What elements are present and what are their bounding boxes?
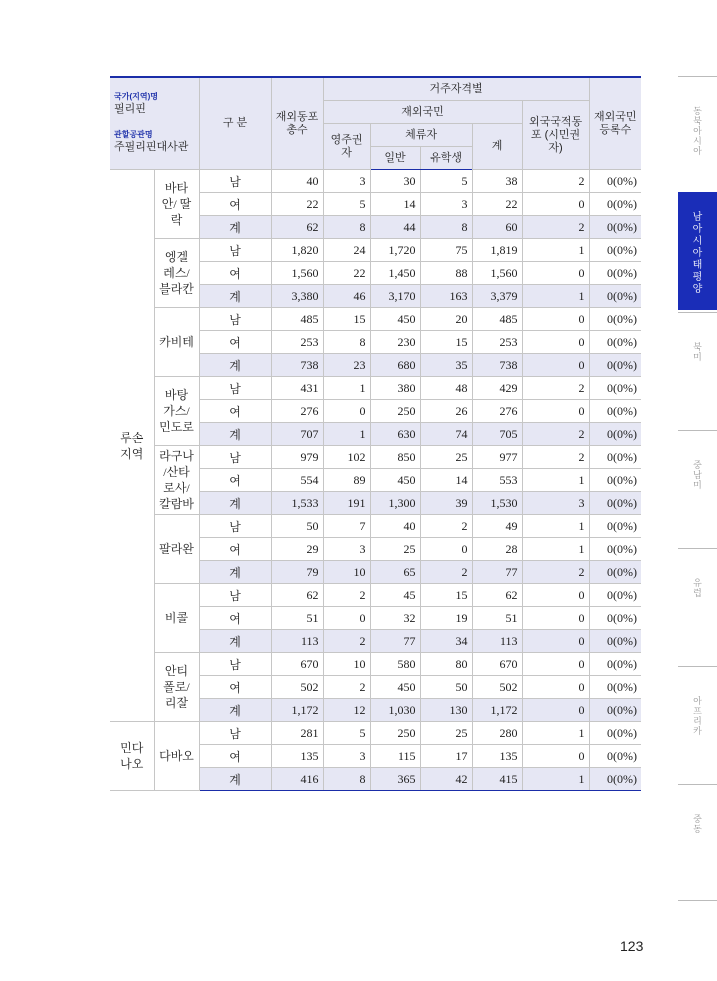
registered-value: 0(0%)	[589, 285, 641, 308]
registered-value: 0(0%)	[589, 400, 641, 423]
nav-item[interactable]	[678, 814, 717, 834]
permanent-value: 3	[323, 170, 370, 193]
city-cell: 카비테	[154, 308, 199, 377]
general-value: 77	[370, 630, 420, 653]
permanent-value: 15	[323, 308, 370, 331]
foreign-value: 2	[522, 170, 589, 193]
foreign-value: 0	[522, 331, 589, 354]
permanent-value: 2	[323, 630, 370, 653]
total-value: 485	[271, 308, 323, 331]
nav-divider	[678, 430, 717, 431]
total-value: 670	[271, 653, 323, 676]
gender-cell: 남	[199, 653, 271, 676]
student-value: 163	[420, 285, 472, 308]
registered-value: 0(0%)	[589, 216, 641, 239]
total-value: 276	[271, 400, 323, 423]
total-value: 40	[271, 170, 323, 193]
table-row	[110, 308, 641, 331]
student-value: 5	[420, 170, 472, 193]
subtotal-value: 1,172	[472, 699, 522, 722]
total-value: 22	[271, 193, 323, 216]
total-value: 707	[271, 423, 323, 446]
general-value: 44	[370, 216, 420, 239]
subtotal-value: 670	[472, 653, 522, 676]
foreign-value: 0	[522, 745, 589, 768]
permanent-value: 5	[323, 193, 370, 216]
total-value: 502	[271, 676, 323, 699]
table-row	[110, 584, 641, 607]
registered-value: 0(0%)	[589, 607, 641, 630]
permanent-value: 0	[323, 607, 370, 630]
nav-item-label: 유럽	[693, 578, 702, 598]
permanent-value: 1	[323, 423, 370, 446]
header-foreign-nationals: 외국국적동포 (시민권자)	[522, 101, 589, 170]
general-value: 14	[370, 193, 420, 216]
nav-item-label: 아프리카	[693, 696, 702, 736]
foreign-value: 0	[522, 584, 589, 607]
foreign-value: 0	[522, 354, 589, 377]
foreign-value: 1	[522, 239, 589, 262]
general-value: 30	[370, 170, 420, 193]
permanent-value: 8	[323, 768, 370, 791]
mission-label: 관할공관명	[114, 130, 153, 139]
total-value: 62	[271, 216, 323, 239]
general-value: 450	[370, 308, 420, 331]
foreign-value: 1	[522, 722, 589, 745]
foreign-value: 2	[522, 377, 589, 400]
subtotal-value: 1,560	[472, 262, 522, 285]
gender-cell: 여	[199, 400, 271, 423]
foreign-value: 2	[522, 423, 589, 446]
registered-value: 0(0%)	[589, 423, 641, 446]
country-name: 필리핀	[114, 103, 146, 115]
student-value: 14	[420, 469, 472, 492]
subtotal-value: 415	[472, 768, 522, 791]
general-value: 65	[370, 561, 420, 584]
table-row	[110, 239, 641, 262]
student-value: 19	[420, 607, 472, 630]
table-row	[110, 446, 641, 469]
registered-value: 0(0%)	[589, 331, 641, 354]
general-value: 40	[370, 515, 420, 538]
student-value: 42	[420, 768, 472, 791]
nav-item-label: 동북아시아	[693, 106, 702, 156]
subtotal-value: 22	[472, 193, 522, 216]
subtotal-value: 253	[472, 331, 522, 354]
total-value: 135	[271, 745, 323, 768]
general-value: 1,030	[370, 699, 420, 722]
gender-cell: 계	[199, 561, 271, 584]
general-value: 365	[370, 768, 420, 791]
foreign-value: 1	[522, 515, 589, 538]
foreign-value: 1	[522, 285, 589, 308]
header-sojourner: 체류자	[370, 124, 472, 147]
permanent-value: 2	[323, 584, 370, 607]
city-cell: 라구나 /산타 로사/ 칼람바	[154, 446, 199, 515]
gender-cell: 여	[199, 193, 271, 216]
registered-value: 0(0%)	[589, 377, 641, 400]
gender-cell: 계	[199, 216, 271, 239]
gender-cell: 계	[199, 699, 271, 722]
general-value: 3,170	[370, 285, 420, 308]
student-value: 48	[420, 377, 472, 400]
total-value: 62	[271, 584, 323, 607]
gender-cell: 여	[199, 469, 271, 492]
total-value: 416	[271, 768, 323, 791]
foreign-value: 2	[522, 216, 589, 239]
subtotal-value: 62	[472, 584, 522, 607]
gender-cell: 남	[199, 446, 271, 469]
gender-cell: 여	[199, 676, 271, 699]
general-value: 1,450	[370, 262, 420, 285]
general-value: 45	[370, 584, 420, 607]
registered-value: 0(0%)	[589, 492, 641, 515]
permanent-value: 46	[323, 285, 370, 308]
foreign-value: 0	[522, 653, 589, 676]
table-row	[110, 515, 641, 538]
gender-cell: 남	[199, 239, 271, 262]
general-value: 380	[370, 377, 420, 400]
nav-divider	[678, 666, 717, 667]
total-value: 50	[271, 515, 323, 538]
student-value: 50	[420, 676, 472, 699]
header-residence-status: 거주자격별	[323, 77, 589, 101]
student-value: 17	[420, 745, 472, 768]
subtotal-value: 553	[472, 469, 522, 492]
subtotal-value: 51	[472, 607, 522, 630]
general-value: 1,300	[370, 492, 420, 515]
region-cell: 민다 나오	[110, 722, 154, 791]
registered-value: 0(0%)	[589, 561, 641, 584]
registered-value: 0(0%)	[589, 262, 641, 285]
header-subtotal: 계	[472, 124, 522, 170]
registered-value: 0(0%)	[589, 630, 641, 653]
city-cell: 바탕 가스/ 민도로	[154, 377, 199, 446]
permanent-value: 22	[323, 262, 370, 285]
total-value: 1,560	[271, 262, 323, 285]
registered-value: 0(0%)	[589, 354, 641, 377]
student-value: 74	[420, 423, 472, 446]
general-value: 450	[370, 469, 420, 492]
subtotal-value: 38	[472, 170, 522, 193]
general-value: 230	[370, 331, 420, 354]
general-value: 580	[370, 653, 420, 676]
subtotal-value: 49	[472, 515, 522, 538]
header-total-overseas: 재외동포 총수	[271, 77, 323, 170]
gender-cell: 여	[199, 331, 271, 354]
table-body	[110, 170, 641, 791]
foreign-value: 0	[522, 699, 589, 722]
total-value: 253	[271, 331, 323, 354]
total-value: 554	[271, 469, 323, 492]
foreign-value: 0	[522, 400, 589, 423]
subtotal-value: 485	[472, 308, 522, 331]
city-cell: 안티 폴로/ 리잘	[154, 653, 199, 722]
permanent-value: 10	[323, 653, 370, 676]
gender-cell: 계	[199, 285, 271, 308]
permanent-value: 89	[323, 469, 370, 492]
general-value: 250	[370, 722, 420, 745]
gender-cell: 남	[199, 722, 271, 745]
registered-value: 0(0%)	[589, 653, 641, 676]
student-value: 34	[420, 630, 472, 653]
foreign-value: 0	[522, 308, 589, 331]
gender-cell: 계	[199, 630, 271, 653]
foreign-value: 0	[522, 193, 589, 216]
registered-value: 0(0%)	[589, 699, 641, 722]
student-value: 20	[420, 308, 472, 331]
student-value: 0	[420, 538, 472, 561]
student-value: 35	[420, 354, 472, 377]
foreign-value: 1	[522, 768, 589, 791]
foreign-value: 0	[522, 676, 589, 699]
student-value: 88	[420, 262, 472, 285]
city-cell: 비콜	[154, 584, 199, 653]
subtotal-value: 3,379	[472, 285, 522, 308]
general-value: 250	[370, 400, 420, 423]
total-value: 3,380	[271, 285, 323, 308]
general-value: 850	[370, 446, 420, 469]
permanent-value: 102	[323, 446, 370, 469]
nav-divider	[678, 784, 717, 785]
registered-value: 0(0%)	[589, 446, 641, 469]
foreign-value: 1	[522, 469, 589, 492]
table-row	[110, 377, 641, 400]
student-value: 39	[420, 492, 472, 515]
nav-item[interactable]	[678, 106, 717, 156]
nav-item-label: 남아시아태평양	[692, 212, 703, 295]
permanent-value: 191	[323, 492, 370, 515]
gender-cell: 계	[199, 423, 271, 446]
permanent-value: 8	[323, 216, 370, 239]
header-category: 구 분	[199, 77, 271, 170]
gender-cell: 남	[199, 515, 271, 538]
table-row	[110, 170, 641, 193]
registered-value: 0(0%)	[589, 469, 641, 492]
total-value: 1,172	[271, 699, 323, 722]
foreign-value: 2	[522, 446, 589, 469]
student-value: 130	[420, 699, 472, 722]
foreign-value: 0	[522, 262, 589, 285]
gender-cell: 여	[199, 262, 271, 285]
nav-item[interactable]	[678, 696, 717, 736]
permanent-value: 3	[323, 538, 370, 561]
table-header	[110, 77, 641, 170]
registered-value: 0(0%)	[589, 308, 641, 331]
header-general: 일반	[370, 147, 420, 170]
total-value: 51	[271, 607, 323, 630]
nav-item-label: 중동	[693, 814, 702, 834]
registered-value: 0(0%)	[589, 538, 641, 561]
subtotal-value: 28	[472, 538, 522, 561]
general-value: 680	[370, 354, 420, 377]
city-cell: 엥겔 레스/ 블라칸	[154, 239, 199, 308]
page-number: 123	[620, 938, 644, 954]
total-value: 29	[271, 538, 323, 561]
gender-cell: 여	[199, 538, 271, 561]
permanent-value: 24	[323, 239, 370, 262]
registered-value: 0(0%)	[589, 170, 641, 193]
registered-value: 0(0%)	[589, 745, 641, 768]
total-value: 738	[271, 354, 323, 377]
gender-cell: 여	[199, 607, 271, 630]
subtotal-value: 738	[472, 354, 522, 377]
student-value: 25	[420, 722, 472, 745]
permanent-value: 8	[323, 331, 370, 354]
registered-value: 0(0%)	[589, 722, 641, 745]
foreign-value: 0	[522, 607, 589, 630]
permanent-value: 12	[323, 699, 370, 722]
total-value: 79	[271, 561, 323, 584]
permanent-value: 2	[323, 676, 370, 699]
city-cell: 다바오	[154, 722, 199, 791]
foreign-value: 3	[522, 492, 589, 515]
city-cell: 바타안/ 딸락	[154, 170, 199, 239]
gender-cell: 남	[199, 170, 271, 193]
student-value: 15	[420, 331, 472, 354]
subtotal-value: 77	[472, 561, 522, 584]
nav-item[interactable]	[678, 342, 717, 362]
subtotal-value: 1,530	[472, 492, 522, 515]
subtotal-value: 280	[472, 722, 522, 745]
nav-item[interactable]	[678, 578, 717, 598]
general-value: 25	[370, 538, 420, 561]
student-value: 25	[420, 446, 472, 469]
mission-name: 주필리핀대사관	[114, 141, 189, 153]
total-value: 281	[271, 722, 323, 745]
registered-value: 0(0%)	[589, 768, 641, 791]
general-value: 32	[370, 607, 420, 630]
gender-cell: 계	[199, 354, 271, 377]
student-value: 26	[420, 400, 472, 423]
nav-divider	[678, 900, 717, 901]
subtotal-value: 113	[472, 630, 522, 653]
nav-item[interactable]	[678, 192, 717, 310]
permanent-value: 10	[323, 561, 370, 584]
city-cell: 팔라완	[154, 515, 199, 584]
subtotal-value: 1,819	[472, 239, 522, 262]
registered-value: 0(0%)	[589, 584, 641, 607]
general-value: 115	[370, 745, 420, 768]
header-student: 유학생	[420, 147, 472, 170]
nav-divider	[678, 76, 717, 77]
permanent-value: 1	[323, 377, 370, 400]
registered-value: 0(0%)	[589, 239, 641, 262]
registered-value: 0(0%)	[589, 515, 641, 538]
table-row	[110, 653, 641, 676]
general-value: 1,720	[370, 239, 420, 262]
general-value: 630	[370, 423, 420, 446]
population-table	[110, 76, 641, 791]
subtotal-value: 135	[472, 745, 522, 768]
subtotal-value: 60	[472, 216, 522, 239]
permanent-value: 0	[323, 400, 370, 423]
total-value: 431	[271, 377, 323, 400]
student-value: 8	[420, 216, 472, 239]
header-permanent: 영주권자	[323, 124, 370, 170]
foreign-value: 2	[522, 561, 589, 584]
gender-cell: 계	[199, 768, 271, 791]
permanent-value: 5	[323, 722, 370, 745]
subtotal-value: 977	[472, 446, 522, 469]
registered-value: 0(0%)	[589, 676, 641, 699]
region-cell: 루손 지역	[110, 170, 154, 722]
gender-cell: 남	[199, 584, 271, 607]
nav-item-label: 중남미	[693, 460, 702, 490]
permanent-value: 7	[323, 515, 370, 538]
subtotal-value: 502	[472, 676, 522, 699]
foreign-value: 1	[522, 538, 589, 561]
student-value: 2	[420, 561, 472, 584]
student-value: 3	[420, 193, 472, 216]
gender-cell: 남	[199, 308, 271, 331]
student-value: 15	[420, 584, 472, 607]
country-label: 국가(지역)명	[114, 92, 158, 101]
nav-divider	[678, 548, 717, 549]
student-value: 80	[420, 653, 472, 676]
total-value: 979	[271, 446, 323, 469]
general-value: 450	[370, 676, 420, 699]
gender-cell: 여	[199, 745, 271, 768]
nav-item[interactable]	[678, 460, 717, 490]
subtotal-value: 705	[472, 423, 522, 446]
nav-item-label: 북미	[693, 342, 702, 362]
total-value: 1,820	[271, 239, 323, 262]
total-value: 113	[271, 630, 323, 653]
nav-divider	[678, 312, 717, 313]
header-registered: 재외국민 등록수	[589, 77, 641, 170]
foreign-value: 0	[522, 630, 589, 653]
header-korean-nationals: 재외국민	[323, 101, 522, 124]
permanent-value: 23	[323, 354, 370, 377]
permanent-value: 3	[323, 745, 370, 768]
gender-cell: 계	[199, 492, 271, 515]
table-row	[110, 722, 641, 745]
total-value: 1,533	[271, 492, 323, 515]
side-navigation	[678, 76, 717, 900]
subtotal-value: 429	[472, 377, 522, 400]
header-corner	[110, 77, 199, 170]
student-value: 75	[420, 239, 472, 262]
registered-value: 0(0%)	[589, 193, 641, 216]
gender-cell: 남	[199, 377, 271, 400]
student-value: 2	[420, 515, 472, 538]
subtotal-value: 276	[472, 400, 522, 423]
